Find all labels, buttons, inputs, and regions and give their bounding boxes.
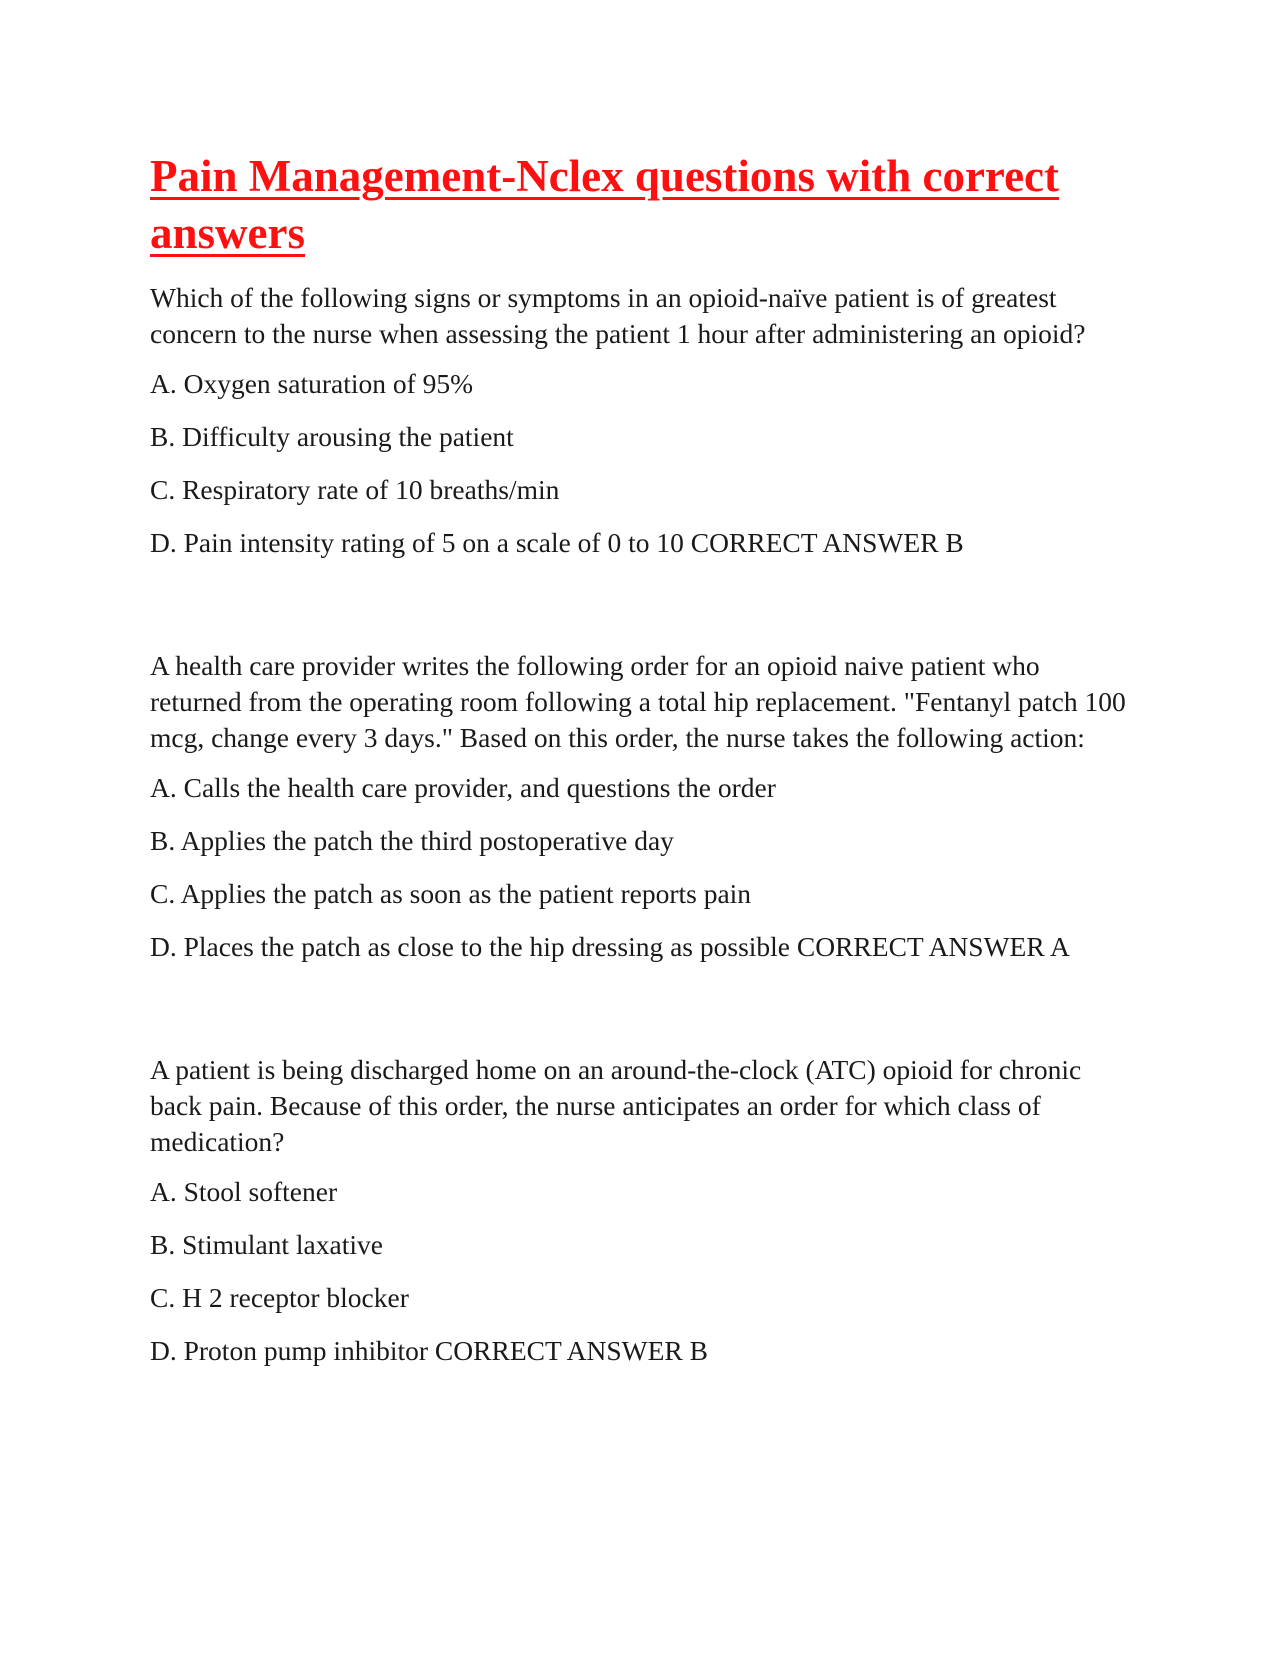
answer-option: D. Proton pump inhibitor CORRECT ANSWER B [150, 1335, 708, 1366]
question-stem: A health care provider writes the following order for an opioid naive patient who returned from the operating room following a total hip replacement. "Fentanyl patch 100 mcg, change every 3 days." Based on this order, the nurse takes the following action: [150, 650, 1126, 753]
answer-option: C. Applies the patch as soon as the patient reports pain [150, 878, 752, 909]
answer-option: C. Respiratory rate of 10 breaths/min [150, 474, 560, 505]
answer-option: A. Stool softener [150, 1176, 338, 1207]
answer-option: B. Applies the patch the third postoperative day [150, 825, 674, 856]
document-title: Pain Management-Nclex questions with correct answers [150, 151, 1060, 258]
question-spacer [150, 578, 1130, 648]
question-stem: Which of the following signs or symptoms in an opioid-naïve patient is of greatest concern to the nurse when assessing the patient 1 hour after administering an opioid? [150, 282, 1086, 349]
question-3 [150, 1052, 1130, 1369]
answer-option: C. H 2 receptor blocker [150, 1282, 409, 1313]
answer-option: A. Calls the health care provider, and questions the order [150, 772, 776, 803]
answer-option: B. Difficulty arousing the patient [150, 421, 514, 452]
question-stem: A patient is being discharged home on an around-the-clock (ATC) opioid for chronic back pain. Because of this order, the nurse anticipates an order for which class of medication? [150, 1054, 1082, 1157]
question-spacer [150, 982, 1130, 1052]
answer-option: B. Stimulant laxative [150, 1229, 383, 1260]
answer-option: A. Oxygen saturation of 95% [150, 368, 474, 399]
answer-option: D. Places the patch as close to the hip dressing as possible CORRECT ANSWER A [150, 931, 1070, 962]
answer-option: D. Pain intensity rating of 5 on a scale of 0 to 10 CORRECT ANSWER B [150, 527, 964, 558]
question-1 [150, 280, 1130, 561]
document-content [150, 148, 1130, 1386]
question-2 [150, 648, 1130, 965]
